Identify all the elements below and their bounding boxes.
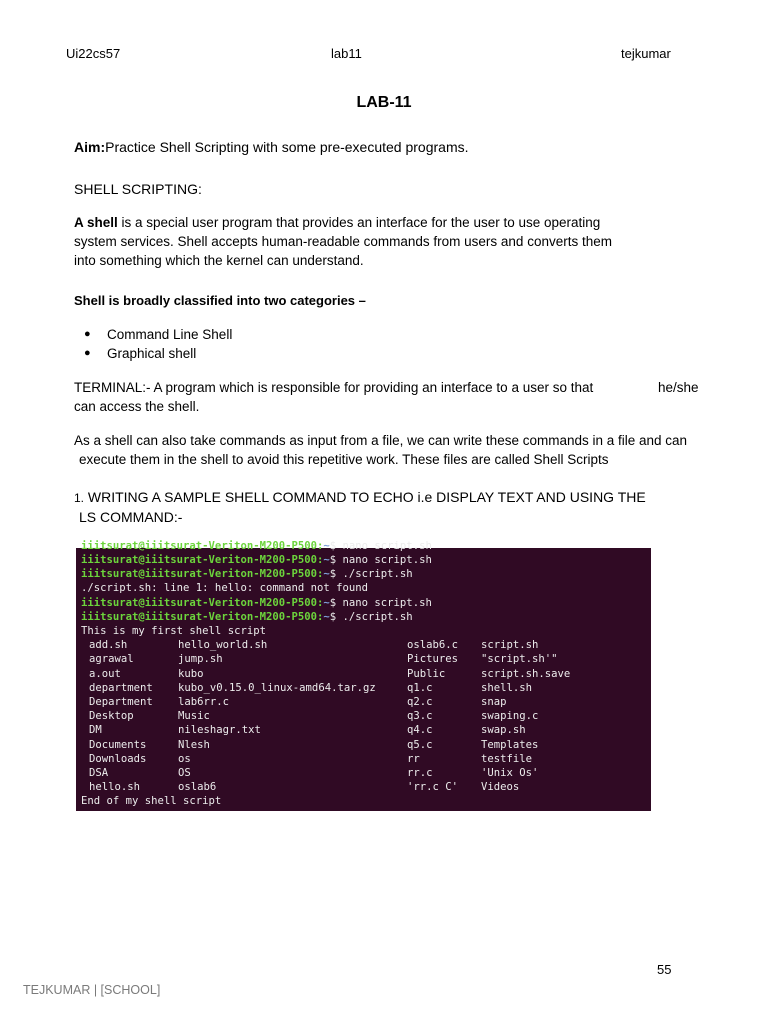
ls-entry: 'rr.c C' [407,781,459,794]
task-number: 1. [74,491,85,505]
terminal-line: iiitsurat@iiitsurat-Veriton-M200-P500:~$ nano script.sh [81,554,432,566]
header-right: tejkumar [621,46,671,61]
aim-label: Aim: [74,139,106,155]
terminal-screenshot [76,540,651,811]
ls-entry: Department [89,696,153,708]
task-line2: LS COMMAND:- [79,509,183,525]
terminal-line: iiitsurat@iiitsurat-Veriton-M200-P500:~$ ./script.sh [81,568,413,581]
ls-entry: 'Unix Os' [481,767,539,779]
ls-entry: jump.sh [178,653,223,666]
shell-def-line2: system services. Shell accepts human-readable commands from users and converts them [74,234,612,249]
ls-entry: hello_world.sh [178,639,268,652]
ls-entry: os [178,752,191,765]
shell-def-bold: A shell [74,215,118,230]
scripts-line1: As a shell can also take commands as input from a file, we can write these commands in a file and can [74,433,688,448]
ls-entry: shell.sh [481,681,533,694]
ls-entry: Desktop [89,710,134,723]
shell-scripts-paragraph [74,431,687,469]
ls-entry: Downloads [89,752,147,765]
bullet-icon: ● [84,347,91,359]
terminal-def-line1-end: he/she [658,380,699,395]
bullet-icon: ● [84,328,91,340]
ls-entry: script.sh.save [481,667,571,680]
section-heading: SHELL SCRIPTING: [74,181,202,197]
aim-paragraph [74,138,469,157]
page-number: 55 [657,962,672,977]
ls-entry: kubo_v0.15.0_linux-amd64.tar.gz [178,681,376,694]
list-item: ● Command Line Shell [84,327,233,342]
ls-entry: q1.c [407,681,433,694]
ls-entry: department [89,681,153,694]
terminal-def-line2: can access the shell. [74,399,200,414]
ls-entry: agrawal [89,653,134,666]
shell-def-line1: is a special user program that provides an interface for the user to use operating [117,215,601,230]
ls-entry: Videos [481,781,520,794]
categories-list [84,325,232,363]
ls-entry: kubo [178,667,204,680]
task-line1: WRITING A SAMPLE SHELL COMMAND TO ECHO i.e DISPLAY TEXT AND USING THE [87,489,646,505]
terminal-echo-start: This is my first shell script [81,625,266,637]
ls-entry: q5.c [407,738,433,751]
ls-entry: "script.sh'" [481,653,558,666]
ls-entry: q4.c [407,724,433,737]
terminal-line: iiitsurat@iiitsurat-Veriton-M200-P500:~$ nano script.sh [81,540,432,552]
terminal-line: iiitsurat@iiitsurat-Veriton-M200-P500:~$ nano script.sh [81,596,432,609]
ls-entry: Public [407,667,446,680]
ls-entry: Pictures [407,653,459,666]
list-item: ● Graphical shell [84,346,197,361]
ls-entry: swaping.c [481,710,539,723]
ls-entry: swap.sh [481,724,526,737]
terminal-def-line1: TERMINAL:- A program which is responsible for providing an interface to a user so that [74,380,594,395]
ls-entry: Nlesh [178,738,210,751]
ls-entry: q2.c [407,696,433,708]
ls-entry: Documents [89,738,147,751]
ls-entry: add.sh [89,639,128,652]
header-center: lab11 [331,46,362,61]
ls-entry: rr [407,752,420,765]
ls-entry: a.out [89,667,121,680]
ls-entry: rr.c [407,767,433,779]
ls-entry: snap [481,696,507,708]
ls-entry: DSA [89,767,109,779]
scripts-line2: execute them in the shell to avoid this repetitive work. These files are called Shell Scripts [79,452,609,467]
ls-entry: script.sh [481,639,539,652]
ls-entry: OS [178,767,191,779]
header-left: Ui22cs57 [66,46,121,61]
ls-entry: oslab6 [178,781,217,794]
ls-entry: lab6rr.c [178,696,230,708]
page-footer: TEJKUMAR | [SCHOOL] [23,983,161,997]
terminal-definition [74,378,593,416]
task-heading [74,488,646,527]
shell-definition [74,213,612,270]
ls-entry: testfile [481,752,533,765]
terminal-echo-end: End of my shell script [81,795,222,808]
ls-entry: oslab6.c [407,639,459,652]
ls-entry: nileshagr.txt [178,724,261,737]
terminal-error-line: ./script.sh: line 1: hello: command not found [81,582,369,595]
ls-entry: q3.c [407,710,433,723]
terminal-line: iiitsurat@iiitsurat-Veriton-M200-P500:~$ ./script.sh [81,610,413,623]
ls-entry: Templates [481,738,539,751]
ls-entry: hello.sh [89,781,141,794]
ls-entry: Music [178,710,210,723]
page-title: LAB-11 [356,94,412,111]
categories-heading: Shell is broadly classified into two categories – [74,293,366,308]
ls-entry: DM [89,724,102,737]
shell-def-line3: into something which the kernel can understand. [74,253,364,268]
aim-text: Practice Shell Scripting with some pre-executed programs. [105,139,469,155]
